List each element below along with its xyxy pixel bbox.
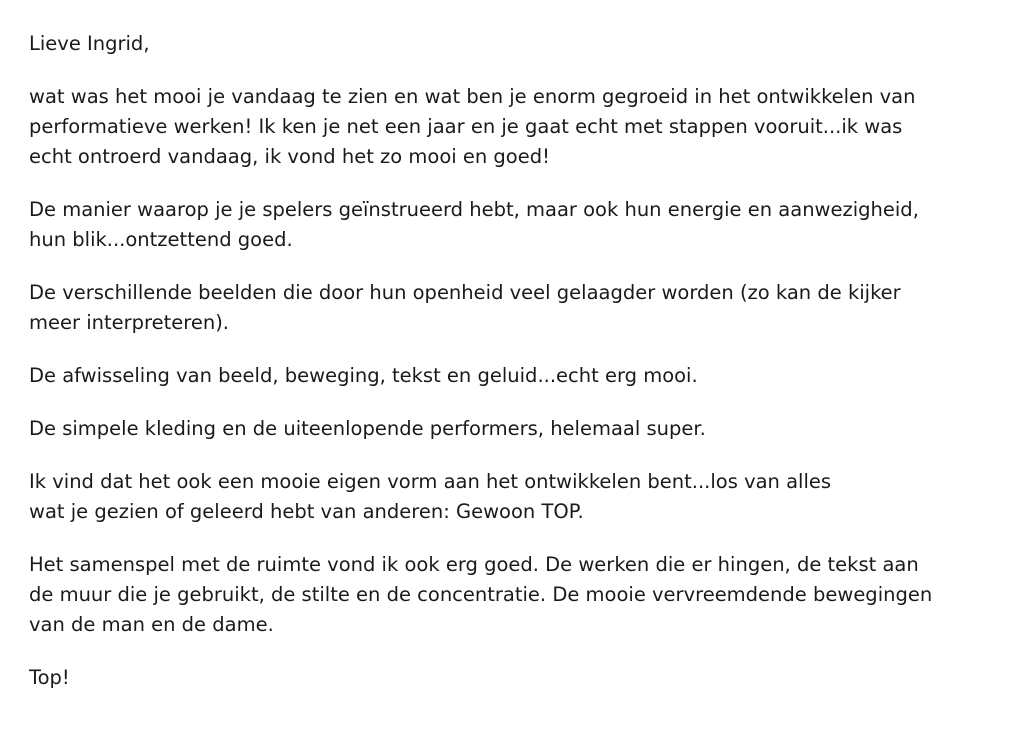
paragraph-own-form [29,467,1004,527]
paragraph-images [29,278,1004,338]
paragraph-line: wat was het mooi je vandaag te zien en wat ben je enorm gegroeid in het ontwikkelen van [29,85,916,108]
paragraph-gap [29,172,1004,195]
paragraph-line: De afwisseling van beeld, beweging, tekst en geluid...echt erg mooi. [29,364,698,387]
paragraph-gap [29,338,1004,361]
letter-greeting: Lieve Ingrid, [29,32,150,55]
paragraph-line: hun blik...ontzettend goed. [29,228,293,251]
paragraph-line: wat je gezien of geleerd hebt van anderen: Gewoon TOP. [29,500,584,523]
paragraph-line: de muur die je gebruikt, de stilte en de concentratie. De mooie vervreemdende bewegingen [29,583,933,606]
paragraph-line: De manier waarop je je spelers geïnstrueerd hebt, maar ook hun energie en aanwezigheid, [29,198,919,221]
paragraph-line: performatieve werken! Ik ken je net een jaar en je gaat echt met stappen vooruit...ik was [29,115,903,138]
paragraph-gap [29,391,1004,414]
paragraph-line: Ik vind dat het ook een mooie eigen vorm aan het ontwikkelen bent...los van alles [29,470,832,493]
letter-closing: Top! [29,666,70,689]
paragraph-line: Het samenspel met de ruimte vond ik ook erg goed. De werken die er hingen, de tekst aan [29,553,919,576]
paragraph-clothing [29,414,1004,444]
paragraph-space [29,550,1004,640]
paragraph-line: echt ontroerd vandaag, ik vond het zo mooi en goed! [29,145,550,168]
paragraph-players [29,195,1004,255]
paragraph-gap [29,255,1004,278]
paragraph-line: van de man en de dame. [29,613,274,636]
paragraph-variation [29,361,1004,391]
paragraph-growth [29,82,1004,172]
paragraph-gap [29,59,1004,82]
letter-body [29,29,1004,693]
paragraph-line: De verschillende beelden die door hun openheid veel gelaagder worden (zo kan de kijker [29,281,901,304]
paragraph-gap [29,527,1004,550]
paragraph-gap [29,444,1004,467]
paragraph-line: De simpele kleding en de uiteenlopende performers, helemaal super. [29,417,706,440]
paragraph-line: meer interpreteren). [29,311,229,334]
paragraph-gap [29,640,1004,663]
